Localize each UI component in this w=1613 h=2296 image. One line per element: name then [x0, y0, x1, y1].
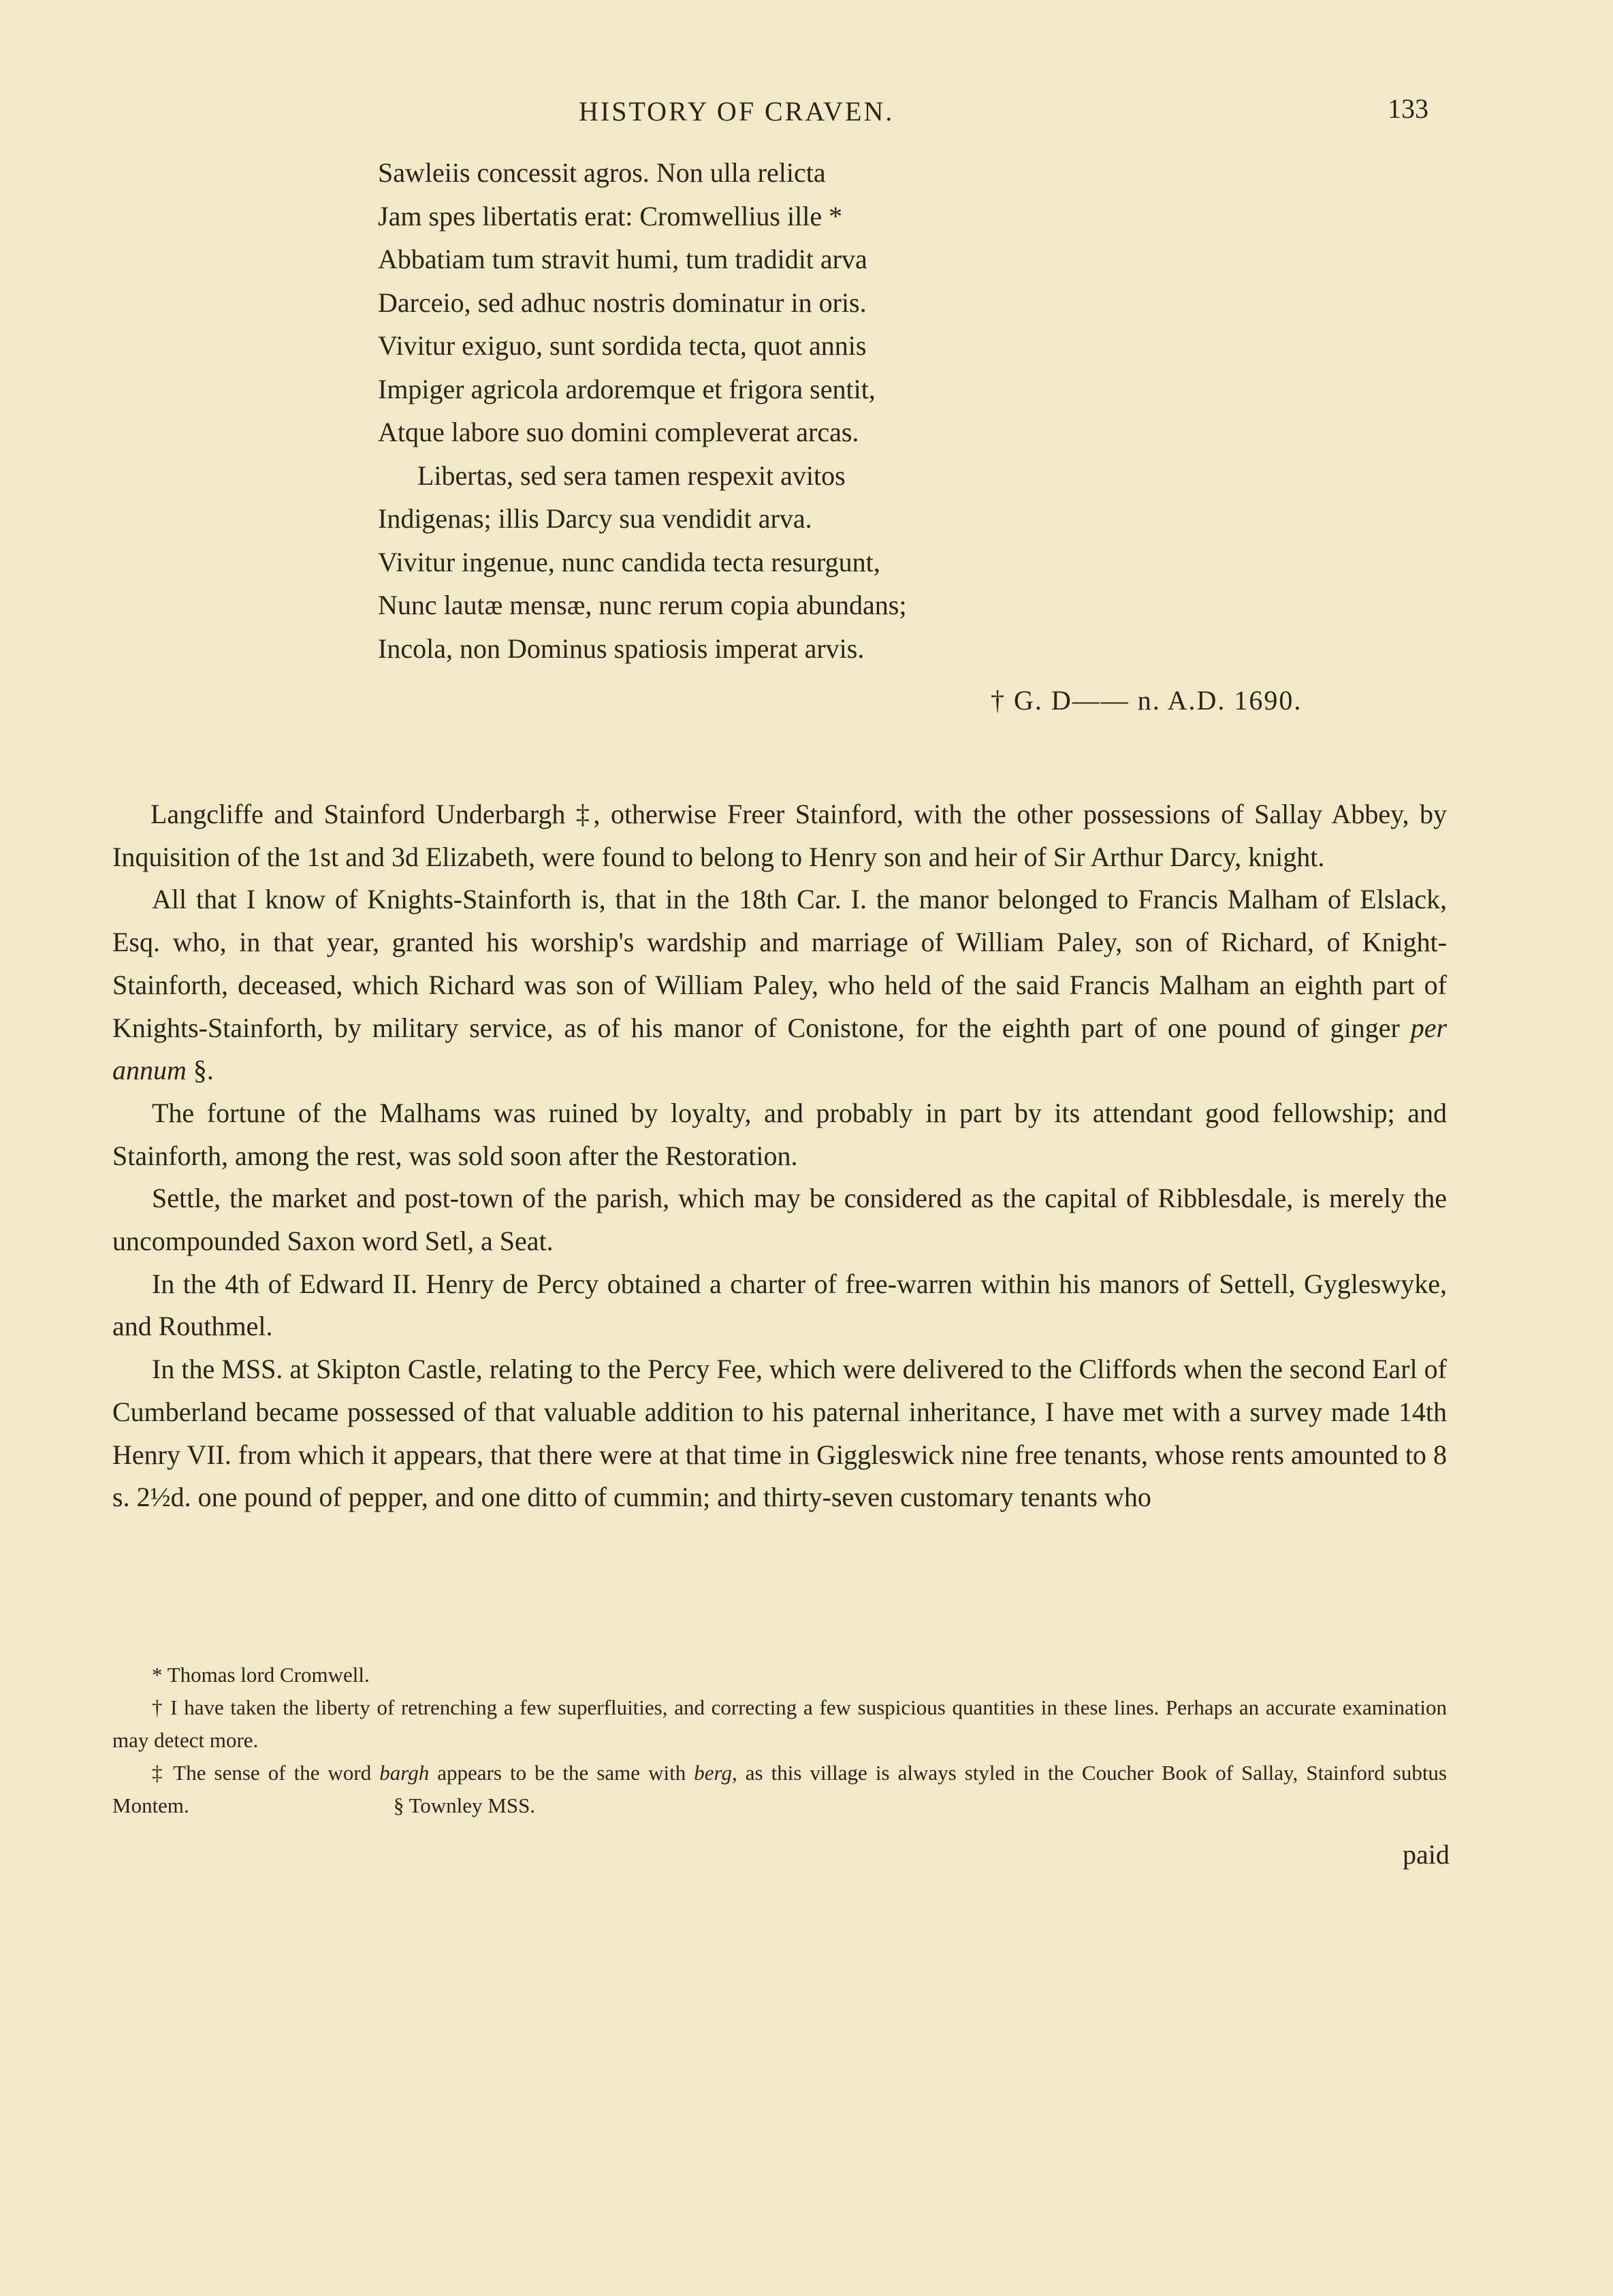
poem-line: Sawleiis concessit agros. Non ulla relicta — [378, 157, 826, 188]
footnote-double-dagger — [112, 1757, 1447, 1822]
poem-line: Vivitur exiguo, sunt sordida tecta, quot annis — [378, 330, 867, 361]
per-annum: per annum — [112, 1012, 1448, 1086]
footnote-text: appears to be the same with — [429, 1761, 694, 1785]
paragraph: The fortune of the Malhams was ruined by loyalty, and probably in part by its attendant good fellowship; and Stainforth, among the rest, was sold soon after the Restoration. — [112, 1097, 1447, 1171]
footnote-text: ‡ The sense of the word — [152, 1761, 380, 1785]
latin-poem — [378, 151, 1140, 670]
page-number: 133 — [1388, 93, 1428, 124]
footnote-term: berg — [694, 1761, 732, 1785]
footnotes — [112, 1659, 1447, 1822]
running-title: HISTORY OF CRAVEN. — [579, 96, 895, 127]
paragraph: In the MSS. at Skipton Castle, relating to the Percy Fee, which were delivered to the Cliffords when the second Earl of Cumberland became possessed of that valuable addition to his paternal inheritance, I have met with a survey made 14th Henry VII. from which it appears, that there were at that time in Giggleswick nine free tenants, whose rents amounted to 8 s. 2½d. one pound of pepper, and one ditto of cummin; and thirty-seven customary tenants who — [112, 1354, 1447, 1513]
poem-line: Atque labore suo domini compleverat arcas. — [378, 417, 859, 447]
footnote-text: , as this village is always styled in the Coucher Book of Sallay, Stainford subtus Montem. — [112, 1761, 1447, 1817]
paragraph: Langcliffe and Stainford Underbargh ‡, otherwise Freer Stainford, with the other possessions of Sallay Abbey, by Inquisition of the 1st and 3d Elizabeth, were found to belong to Henry son and heir of Sir Arthur Darcy, knight. — [112, 799, 1447, 872]
body-text — [112, 793, 1447, 1519]
footnote-dagger: † I have taken the liberty of retrenching a few superfluities, and correcting a few suspicious quantities in these lines. Perhaps an accurate examination may detect more. — [112, 1695, 1447, 1752]
poem-signature: † G. D—— n. A.D. 1690. — [991, 685, 1303, 716]
poem-line: Impiger agricola ardoremque et frigora sentit, — [378, 373, 876, 404]
paragraph-text: All that I know of Knights-Stainforth is, that in the 18th Car. I. the manor belonged to Francis Malham of Elslack, Esq. who, in that year, granted his worship's wardship and marriage of William Paley, son of Richard, of Knight-Stainforth, deceased, which Richard was son of William Paley, who held of the said Francis Malham an eighth part of Knights-Stainforth, by military service, as of his manor of Conistone, for the eighth part of one pound of ginger — [112, 884, 1447, 1043]
paragraph: In the 4th of Edward II. Henry de Percy obtained a charter of free-warren within his manors of Settell, Gygleswyke, and Routhmel. — [112, 1268, 1447, 1342]
poem-line: Incola, non Dominus spatiosis imperat arvis. — [378, 633, 865, 664]
poem-line: Indigenas; illis Darcy sua vendidit arva. — [378, 503, 812, 534]
poem-line: Vivitur ingenue, nunc candida tecta resurgunt, — [378, 546, 880, 577]
paragraph: Settle, the market and post-town of the parish, which may be considered as the capital of Ribblesdale, is merely the uncompounded Saxon word Setl, a Seat. — [112, 1183, 1447, 1257]
footnote-star: * Thomas lord Cromwell. — [152, 1663, 370, 1687]
footnote-ref: §. — [186, 1055, 214, 1086]
poem-line: Abbatiam tum stravit humi, tum tradidit arva — [378, 244, 867, 274]
poem-line: Darceio, sed adhuc nostris dominatur in oris. — [378, 287, 867, 318]
poem-line: Libertas, sed sera tamen respexit avitos — [417, 460, 846, 491]
poem-line: Jam spes libertatis erat: Cromwellius ille * — [378, 200, 843, 232]
footnote-section: § Townley MSS. — [393, 1793, 536, 1817]
paragraph — [112, 878, 1447, 1092]
catchword: paid — [1403, 1839, 1450, 1870]
footnote-term: bargh — [379, 1761, 430, 1785]
poem-line: Nunc lautæ mensæ, nunc rerum copia abundans; — [378, 590, 907, 620]
